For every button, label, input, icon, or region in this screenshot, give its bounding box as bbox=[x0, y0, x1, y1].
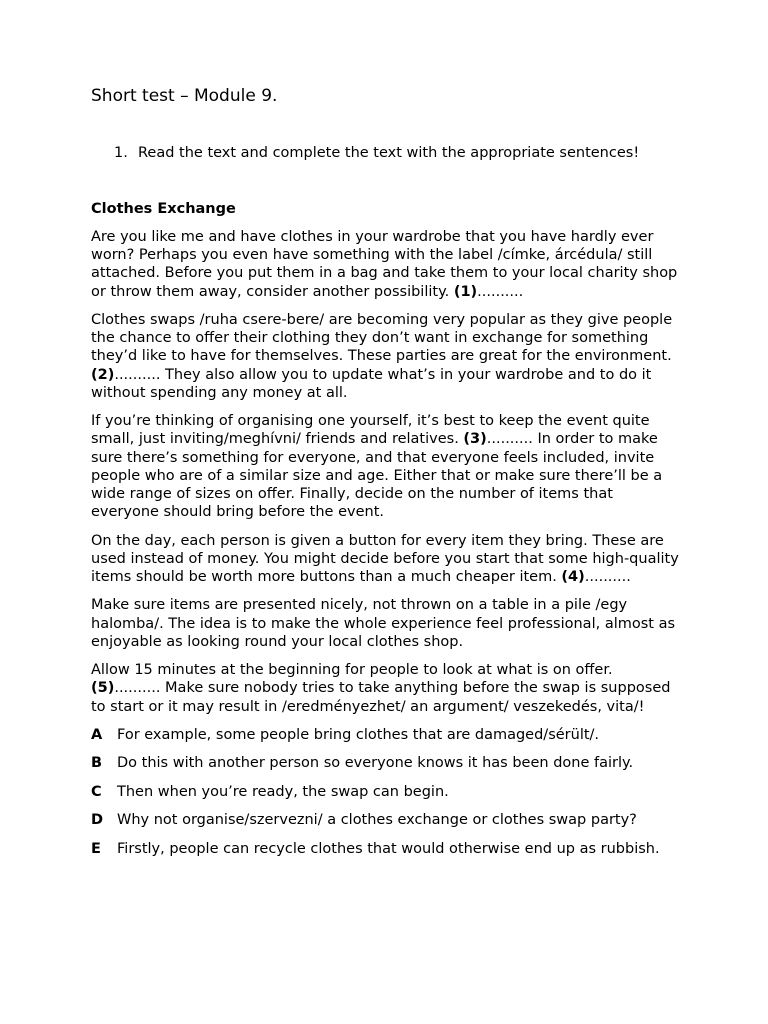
gap-4-label: (4) bbox=[561, 569, 585, 586]
article-paragraph-1: Are you like me and have clothes in your wardrobe that you have hardly ever worn? Perhaps you even have something with the label /címke, árcédula/ still attached. Before you put them in a bag and take them to your local charity shop or throw them away, consider another possibility. (1).......... bbox=[91, 229, 678, 300]
task-instruction bbox=[114, 144, 639, 162]
task-instruction-text: Read the text and complete the text with the appropriate sentences! bbox=[138, 145, 640, 161]
article-title: Clothes Exchange bbox=[91, 201, 236, 217]
page-title: Short test – Module 9. bbox=[91, 86, 278, 106]
option-letter: D bbox=[91, 812, 104, 829]
task-number: 1. bbox=[114, 145, 128, 161]
option-letter: B bbox=[91, 755, 103, 772]
article-body bbox=[91, 228, 681, 868]
option-text: Firstly, people can recycle clothes that would otherwise end up as rubbish. bbox=[117, 840, 660, 857]
option-text: Why not organise/szervezni/ a clothes exchange or clothes swap party? bbox=[117, 812, 637, 829]
article-paragraph-6: Allow 15 minutes at the beginning for people to look at what is on offer. (5).......... Make sure nobody tries to take anything before the swap is supposed to start or it may result in /eredményezhet/ an argument/ veszekedés, vita/! bbox=[91, 662, 671, 715]
option-text: For example, some people bring clothes that are damaged/sérült/. bbox=[117, 727, 600, 743]
gap-2-label: (2) bbox=[91, 366, 115, 383]
gap-1-label: (1) bbox=[453, 283, 478, 300]
option-letter: A bbox=[91, 727, 103, 743]
option-b bbox=[91, 754, 681, 772]
option-d bbox=[91, 811, 681, 829]
option-letter: E bbox=[91, 840, 101, 857]
article-paragraph-2: Clothes swaps /ruha csere-bere/ are becoming very popular as they give people the chance to offer their clothing they don’t want in exchange for something they’d like to have for themselves. These parties are great for the environment. (2).......... They also allow you to update what’s in your wardrobe and to do it without spending any money at all. bbox=[91, 312, 673, 401]
option-a bbox=[91, 726, 681, 744]
gap-3-label: (3) bbox=[463, 431, 487, 448]
article-paragraph-4: On the day, each person is given a button for every item they bring. These are used instead of money. You might decide before you start that some high-quality items should be worth more buttons than a much cheaper item. (4).......... bbox=[91, 532, 679, 586]
article-paragraph-3: If you’re thinking of organising one yourself, it’s best to keep the event quite small, just inviting/meghívni/ friends and relatives. (3).......... In order to make sure there’s something for everyone, and that everyone feels included, invite people who are of a similar size and age. Either that or make sure there’ll be a wide range of sizes on offer. Finally, decide on the number of items that everyone should bring before the event. bbox=[91, 413, 663, 521]
option-text: Then when you’re ready, the swap can begin. bbox=[117, 783, 449, 800]
option-text: Do this with another person so everyone knows it has been done fairly. bbox=[117, 755, 634, 772]
gap-5-label: (5) bbox=[91, 680, 115, 697]
article-paragraph-5: Make sure items are presented nicely, not thrown on a table in a pile /egy halomba/. The idea is to make the whole experience feel professional, almost as enjoyable as looking round your local clothes shop. bbox=[91, 597, 676, 650]
answer-options bbox=[91, 726, 681, 858]
option-e bbox=[91, 840, 681, 858]
option-c bbox=[91, 783, 681, 801]
option-letter: C bbox=[91, 783, 102, 800]
